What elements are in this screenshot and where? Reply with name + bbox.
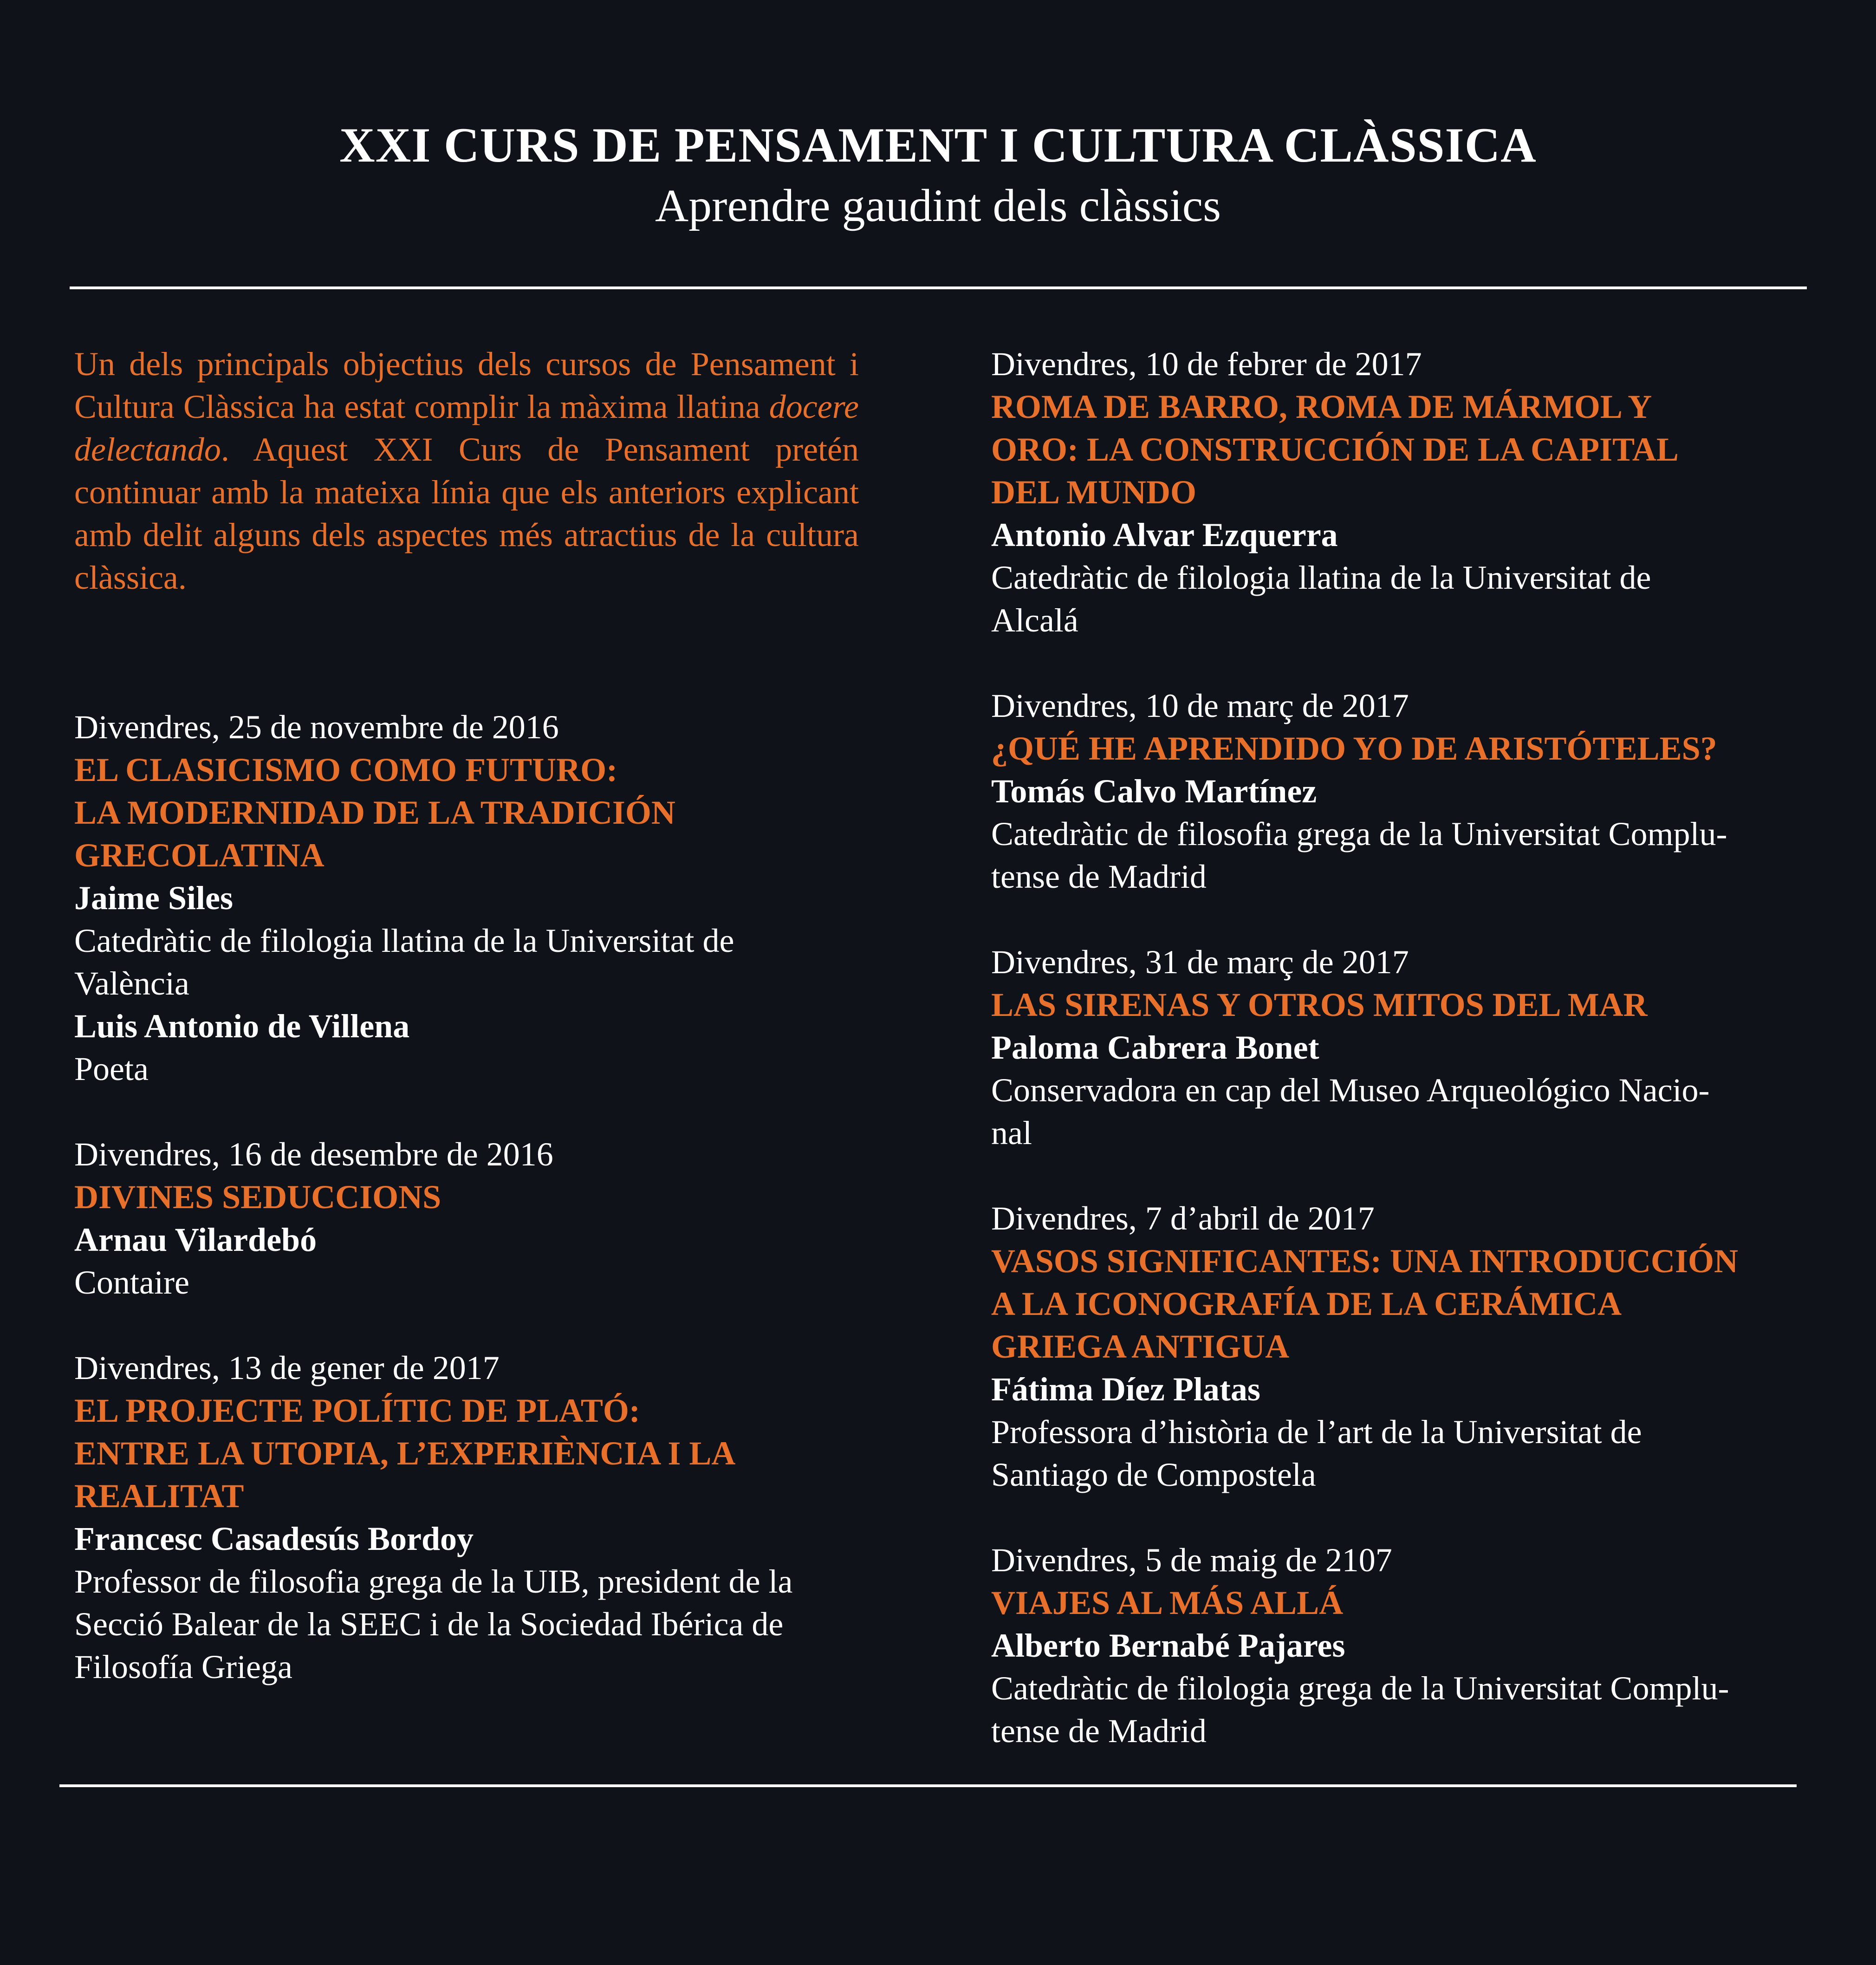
speaker-role-line: Secció Balear de la SEEC i de la Sociedad Ibérica de	[74, 1606, 784, 1643]
event-title-line: VIAJES AL MÁS ALLÁ	[991, 1584, 1344, 1621]
speaker-name: Francesc Casadesús Bordoy	[74, 1520, 474, 1557]
speaker-name: Alberto Bernabé Pajares	[991, 1627, 1345, 1664]
event-item	[991, 941, 1785, 1154]
speaker-role-line: Filosofía Griega	[74, 1648, 292, 1685]
speaker-role-line: Professor de filosofia grega de la UIB, president de la	[74, 1563, 793, 1600]
event-title-line: DEL MUNDO	[991, 474, 1197, 511]
left-column	[74, 343, 859, 1688]
event-date: Divendres, 7 d’abril de 2017	[991, 1200, 1375, 1237]
speaker-role-line: tense de Madrid	[991, 858, 1207, 895]
event-item	[991, 1539, 1785, 1752]
speaker-name: Paloma Cabrera Bonet	[991, 1029, 1319, 1066]
event-item	[74, 706, 859, 1090]
intro-text-start: Un dels principals objectius dels cursos de Pensament i Cultura Clàssica ha estat complir la màxima llatina	[74, 345, 859, 425]
top-divider	[70, 286, 1807, 289]
event-item	[74, 1133, 859, 1304]
speaker-role-line: València	[74, 965, 189, 1002]
event-title-line: EL CLASICISMO COMO FUTURO:	[74, 751, 618, 788]
event-title-line: A LA ICONOGRAFÍA DE LA CERÁMICA	[991, 1285, 1622, 1322]
speaker-name: Tomás Calvo Martínez	[991, 773, 1317, 810]
intro-paragraph	[74, 343, 859, 599]
right-column	[991, 343, 1785, 1752]
speaker-name: Jaime Siles	[74, 879, 233, 917]
page-subtitle: Aprendre gaudint dels clàssics	[655, 180, 1221, 231]
event-title-line: ROMA DE BARRO, ROMA DE MÁRMOL Y	[991, 388, 1652, 425]
event-item	[991, 343, 1785, 642]
speaker-name: Fátima Díez Platas	[991, 1371, 1260, 1408]
event-item	[991, 1197, 1785, 1496]
page-header	[0, 115, 1876, 236]
speaker-role-line: Poeta	[74, 1050, 149, 1087]
event-title-line: DIVINES SEDUCCIONS	[74, 1178, 441, 1216]
speaker-role-line: Catedràtic de filologia llatina de la Universitat de	[74, 922, 734, 959]
speaker-role-line: Conservadora en cap del Museo Arqueológico Nacio-	[991, 1072, 1710, 1109]
event-title-line: GRECOLATINA	[74, 837, 325, 874]
event-date: Divendres, 25 de novembre de 2016	[74, 709, 559, 746]
event-title-line: ¿QUÉ HE APRENDIDO YO DE ARISTÓTELES?	[991, 730, 1717, 767]
speaker-role-line: Catedràtic de filologia llatina de la Universitat de	[991, 559, 1651, 596]
event-date: Divendres, 16 de desembre de 2016	[74, 1136, 553, 1173]
event-item	[74, 1347, 859, 1688]
event-title-line: VASOS SIGNIFICANTES: UNA INTRODUCCIÓN	[991, 1243, 1738, 1280]
speaker-role-line: Professora d’història de l’art de la Universitat de	[991, 1413, 1642, 1451]
page-title: XXI CURS DE PENSAMENT I CULTURA CLÀSSICA	[339, 118, 1537, 172]
event-title-line: ORO: LA CONSTRUCCIÓN DE LA CAPITAL	[991, 431, 1679, 468]
speaker-name: Antonio Alvar Ezquerra	[991, 516, 1338, 553]
event-date: Divendres, 10 de febrer de 2017	[991, 345, 1422, 383]
bottom-divider	[59, 1784, 1797, 1787]
speaker-name: Luis Antonio de Villena	[74, 1008, 410, 1045]
event-date: Divendres, 13 de gener de 2017	[74, 1349, 500, 1386]
speaker-role-line: Santiago de Compostela	[991, 1456, 1316, 1493]
intro-latin-phrase: docere delectando	[74, 388, 859, 468]
event-title-line: LAS SIRENAS Y OTROS MITOS DEL MAR	[991, 986, 1648, 1023]
event-date: Divendres, 10 de març de 2017	[991, 687, 1409, 724]
speaker-role-line: Contaire	[74, 1264, 189, 1301]
speaker-name: Arnau Vilardebó	[74, 1221, 317, 1258]
event-title-line: LA MODERNIDAD DE LA TRADICIÓN	[74, 794, 675, 831]
intro-text-end: . Aquest XXI Curs de Pensament pretén continuar amb la mateixa línia que els anteriors explicant amb delit alguns dels aspectes més atractius de la cultura clàssica.	[74, 431, 859, 596]
speaker-role-line: nal	[991, 1114, 1032, 1152]
event-item	[991, 684, 1785, 898]
event-title-line: REALITAT	[74, 1477, 244, 1515]
speaker-role-line: Alcalá	[991, 602, 1078, 639]
speaker-role-line: Catedràtic de filosofia grega de la Universitat Complu-	[991, 815, 1727, 852]
speaker-role-line: Catedràtic de filologia grega de la Universitat Complu-	[991, 1670, 1729, 1707]
event-date: Divendres, 31 de març de 2017	[991, 943, 1409, 981]
event-title-line: ENTRE LA UTOPIA, L’EXPERIÈNCIA I LA	[74, 1435, 736, 1472]
event-title-line: GRIEGA ANTIGUA	[991, 1328, 1290, 1365]
speaker-role-line: tense de Madrid	[991, 1712, 1207, 1750]
event-date: Divendres, 5 de maig de 2107	[991, 1542, 1392, 1579]
event-title-line: EL PROJECTE POLÍTIC DE PLATÓ:	[74, 1392, 640, 1429]
